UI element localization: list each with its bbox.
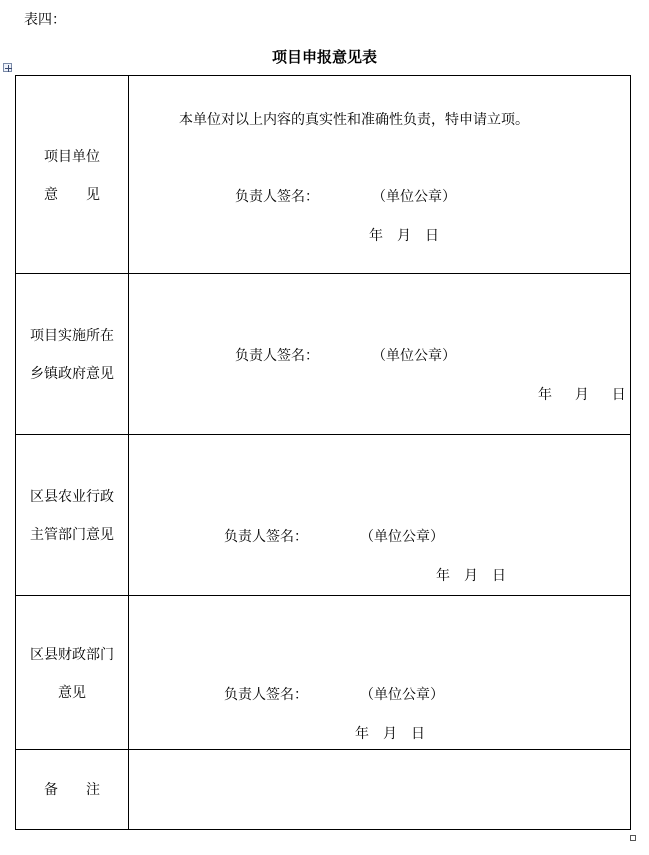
remarks-cell[interactable]: [129, 750, 631, 830]
opinion-cell[interactable]: [129, 274, 631, 435]
statement-text: 本单位对以上内容的真实性和准确性负责，特申请立项。: [179, 112, 529, 128]
table-row-remarks: [16, 750, 631, 830]
signature-label: 负责人签名：: [235, 348, 319, 364]
row-label-line: 区县农业行政: [30, 489, 114, 505]
table-row-township: [16, 274, 631, 435]
date-label: 年 月 日: [369, 228, 439, 244]
document-label: 表四：: [24, 12, 66, 28]
row-label-line: 意 见: [44, 187, 100, 203]
signature-label: 负责人签名：: [224, 529, 308, 545]
table-move-handle-icon[interactable]: [3, 63, 12, 72]
date-label: 年 月 日: [355, 726, 425, 742]
seal-label: （单位公章）: [360, 687, 444, 703]
table-title: 项目申报意见表: [271, 48, 377, 66]
row-label-line: 主管部门意见: [30, 527, 114, 543]
opinion-cell[interactable]: [129, 435, 631, 596]
opinion-cell[interactable]: [129, 596, 631, 750]
row-label-line: 意见: [58, 685, 86, 701]
table-row-project-unit: [16, 76, 631, 274]
date-label: 年 月 日: [538, 387, 626, 403]
label-cell: [16, 435, 129, 596]
seal-label: （单位公章）: [372, 348, 456, 364]
seal-label: （单位公章）: [360, 529, 444, 545]
row-label-line: 备 注: [44, 782, 100, 798]
row-label-line: 乡镇政府意见: [30, 366, 114, 382]
signature-label: 负责人签名：: [224, 687, 308, 703]
label-cell: [16, 596, 129, 750]
seal-label: （单位公章）: [372, 189, 456, 205]
opinion-table: [15, 75, 631, 830]
label-cell: [16, 274, 129, 435]
opinion-cell[interactable]: [129, 76, 631, 274]
table-resize-handle[interactable]: [630, 835, 636, 841]
table-row-agriculture-dept: [16, 435, 631, 596]
row-label-line: 项目单位: [44, 149, 100, 165]
date-label: 年 月 日: [436, 568, 506, 584]
label-cell: [16, 750, 129, 830]
table-row-finance-dept: [16, 596, 631, 750]
row-label-line: 项目实施所在: [30, 328, 114, 344]
row-label-line: 区县财政部门: [30, 647, 114, 663]
label-cell: [16, 76, 129, 274]
signature-label: 负责人签名：: [235, 189, 319, 205]
